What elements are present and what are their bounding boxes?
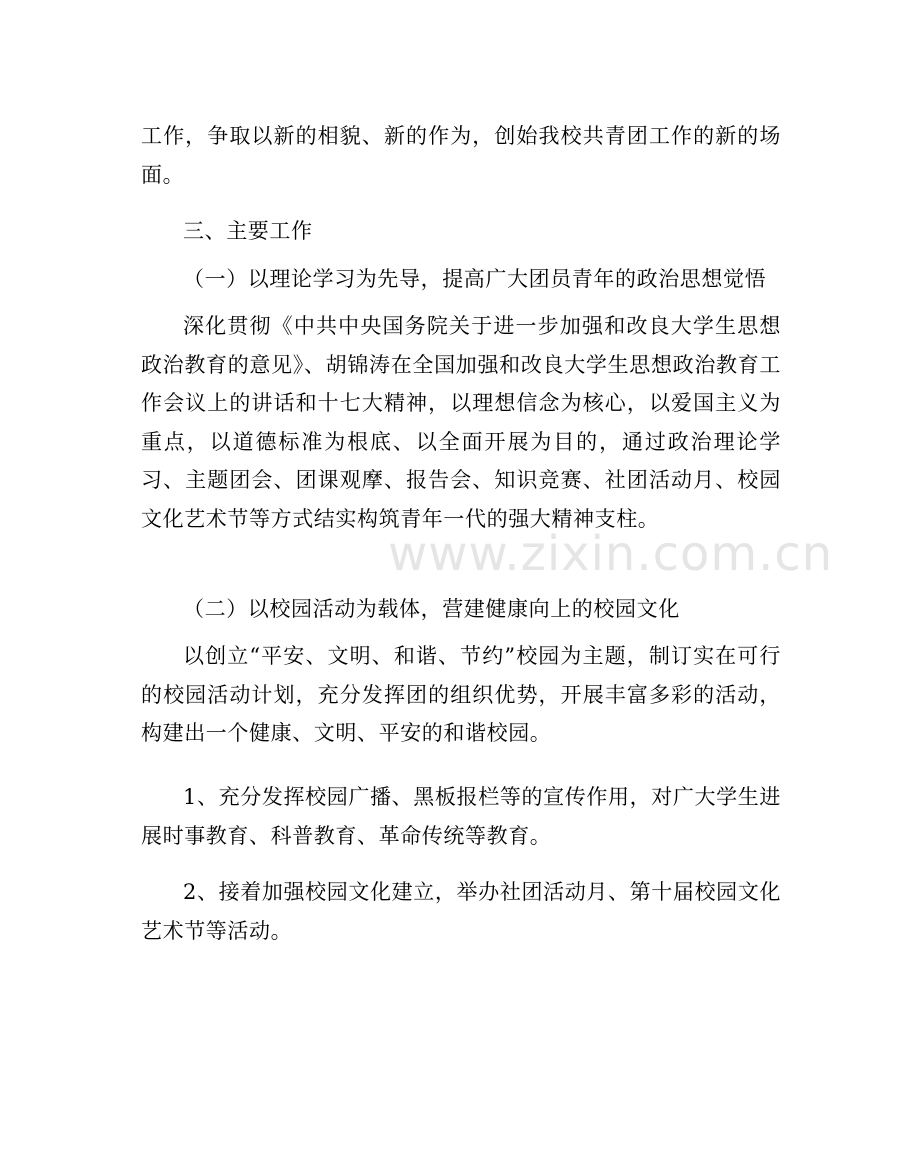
watermark: www.zixin.com.cn [388, 526, 834, 582]
paragraph-continuation: 工作，争取以新的相貌、新的作为，创始我校共青团工作的新的场面。 [141, 124, 781, 187]
subsection-heading-2: （二）以校园活动为载体，营建健康向上的校园文化 [183, 597, 680, 621]
paragraph-theory-study: 深化贯彻《中共中央国务院关于进一步加强和改良大学生思想政治教育的意见》、胡锦涛在全国加强和改良大学生思想政治教育工作会议上的讲话和十七大精神，以理想信念为核心，以爱国主义为重点，以道德标准为根底、以全面开展为目的，通过政治理论学习、主题团会、团课观摩、报告会、知识竞赛、社团活动月、校园文化艺术节等方式结实构筑青年一代的强大精神支柱。 [141, 314, 781, 531]
section-heading-main-work: 三、主要工作 [183, 219, 313, 243]
list-item-2: 2、接着加强校园文化建立，举办社团活动月、第十届校园文化艺术节等活动。 [141, 880, 781, 943]
subsection-heading-1: （一）以理论学习为先导，提高广大团员青年的政治思想觉悟 [183, 267, 767, 291]
list-item-1: 1、充分发挥校园广播、黑板报栏等的宣传作用，对广大学生进展时事教育、科普教育、革命传统等教育。 [141, 785, 781, 848]
paragraph-campus-activity: 以创立“平安、文明、和谐、节约”校园为主题，制订实在可行的校园活动计划，充分发挥团的组织优势，开展丰富多彩的活动，构建出一个健康、文明、平安的和谐校园。 [141, 644, 781, 745]
